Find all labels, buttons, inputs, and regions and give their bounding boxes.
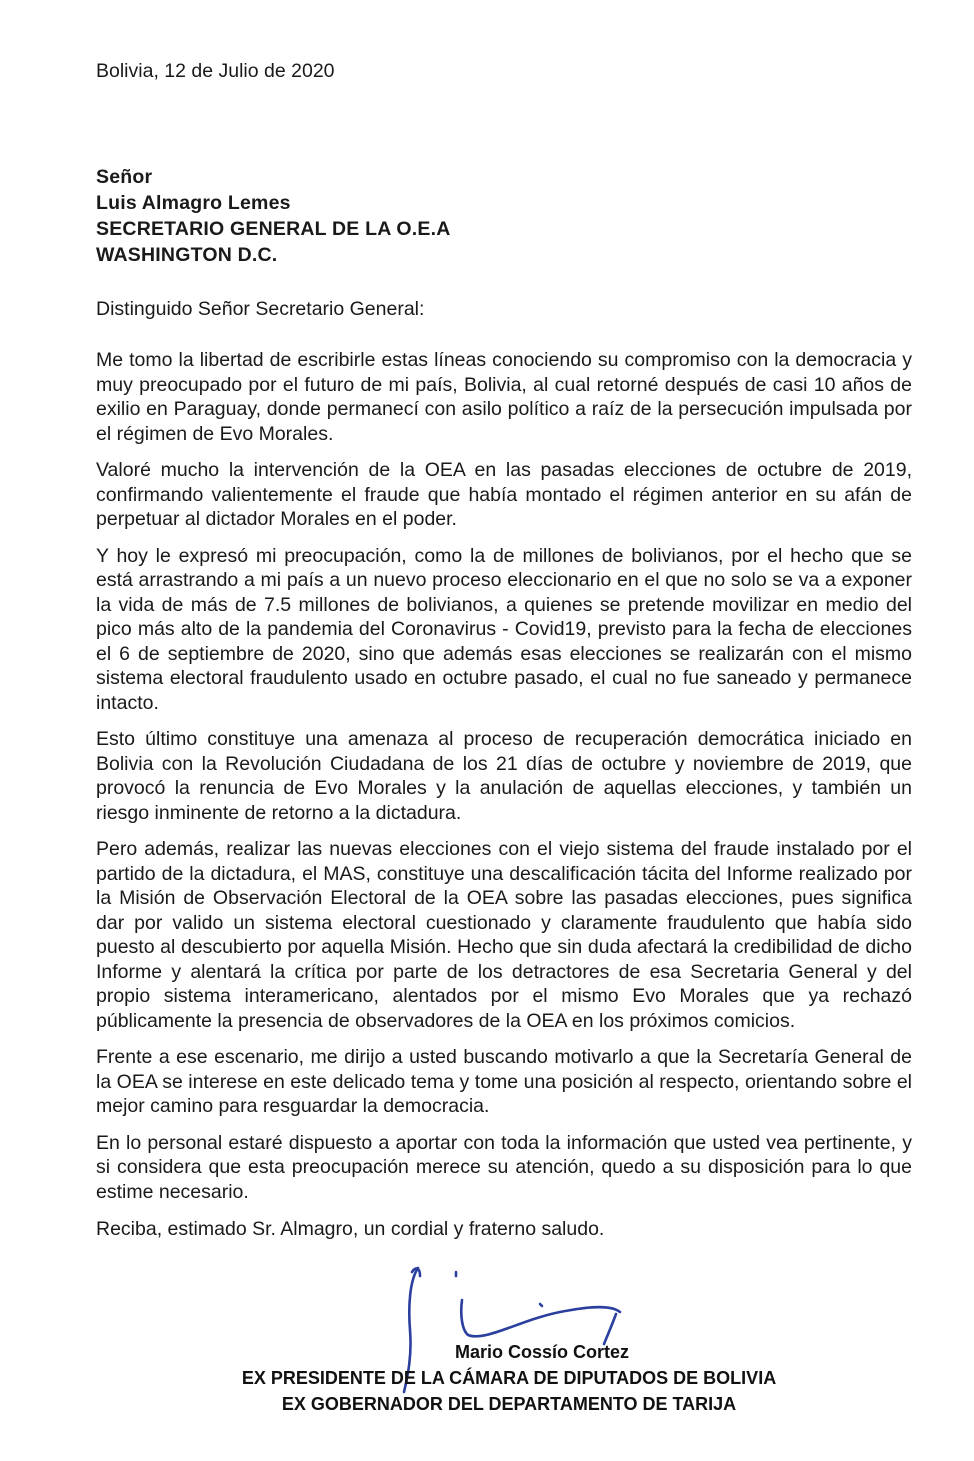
paragraph: En lo personal estaré dispuesto a aportar con toda la información que usted vea pertinente, y si considera que esta preocupación merece su atención, quedo a su disposición para lo que estime necesario.: [96, 1131, 912, 1203]
signer-title-2: EX GOBERNADOR DEL DEPARTAMENTO DE TARIJA: [281, 1394, 737, 1414]
paragraph: Frente a ese escenario, me dirijo a usted buscando motivarlo a que la Secretaría General de la OEA se interese en este delicado tema y tome una posición al respecto, orientando sobre el mejor camino para resguardar la democracia.: [96, 1046, 912, 1117]
body-paragraphs: [96, 348, 912, 1204]
recipient-title: SECRETARIO GENERAL DE LA O.E.A: [96, 218, 451, 240]
closing-line: Reciba, estimado Sr. Almagro, un cordial y fraterno saludo.: [96, 1218, 605, 1240]
recipient-name: Luis Almagro Lemes: [96, 192, 291, 214]
recipient-block: [96, 164, 912, 268]
paragraph: Esto último constituye una amenaza al proceso de recuperación democrática iniciado en Bolivia con la Revolución Ciudadana de los 21 días de octubre y noviembre de 2019, que provocó la renuncia de Evo Morales y la anulación de aquellas elecciones, y también un riesgo inminente de retorno a la dictadura.: [96, 728, 912, 824]
letter-date: Bolivia, 12 de Julio de 2020: [96, 60, 335, 82]
signature-block: [0, 1260, 974, 1460]
recipient-honorific: Señor: [96, 166, 153, 188]
paragraph: Valoré mucho la intervención de la OEA en las pasadas elecciones de octubre de 2019, confirmando valientemente el fraude que había montado el régimen anterior en su afán de perpetuar al dictador Morales en el poder.: [96, 459, 912, 530]
salutation: Distinguido Señor Secretario General:: [96, 298, 425, 320]
signer-title-1: EX PRESIDENTE DE LA CÁMARA DE DIPUTADOS DE BOLIVIA: [241, 1368, 777, 1388]
letter-body: [96, 58, 912, 1242]
paragraph: Me tomo la libertad de escribirle estas líneas conociendo su compromiso con la democracia y muy preocupado por el futuro de mi país, Bolivia, al cual retorné después de casi 10 años de exilio en Paraguay, donde permanecí con asilo político a raíz de la persecución impulsada por el régimen de Evo Morales.: [96, 349, 912, 445]
paragraph: Y hoy le expresó mi preocupación, como la de millones de bolivianos, por el hecho que se está arrastrando a mi país a un nuevo proceso eleccionario en el que no solo se va a exponer la vida de más de 7.5 millones de bolivianos, a quienes se pretende movilizar en medio del pico más alto de la pandemia del Coronavirus - Covid19, previsto para la fecha de elecciones el 6 de septiembre de 2020, sino que además esas elecciones se realizarán con el mismo sistema electoral fraudulento usado en octubre pasado, el cual no fue saneado y permanece intacto.: [96, 544, 912, 714]
signer-name: Mario Cossío Cortez: [454, 1342, 630, 1362]
recipient-location: WASHINGTON D.C.: [96, 244, 278, 266]
paragraph: Pero además, realizar las nuevas elecciones con el viejo sistema del fraude instalado por el partido de la dictadura, el MAS, constituye una descalificación tácita del Informe realizado por la Misión de Observación Electoral de la OEA sobre las pasadas elecciones, pues significa dar por valido un sistema electoral cuestionado y claramente fraudulento que había sido puesto al descubierto por aquella Misión. Hecho que sin duda afectará la credibilidad de dicho Informe y alentará la crítica por parte de los detractores de esa Secretaria General y del propio sistema interamericano, alentados por el mismo Evo Morales que ya rechazó públicamente la presencia de observadores de la OEA en los próximos comicios.: [96, 838, 912, 1032]
